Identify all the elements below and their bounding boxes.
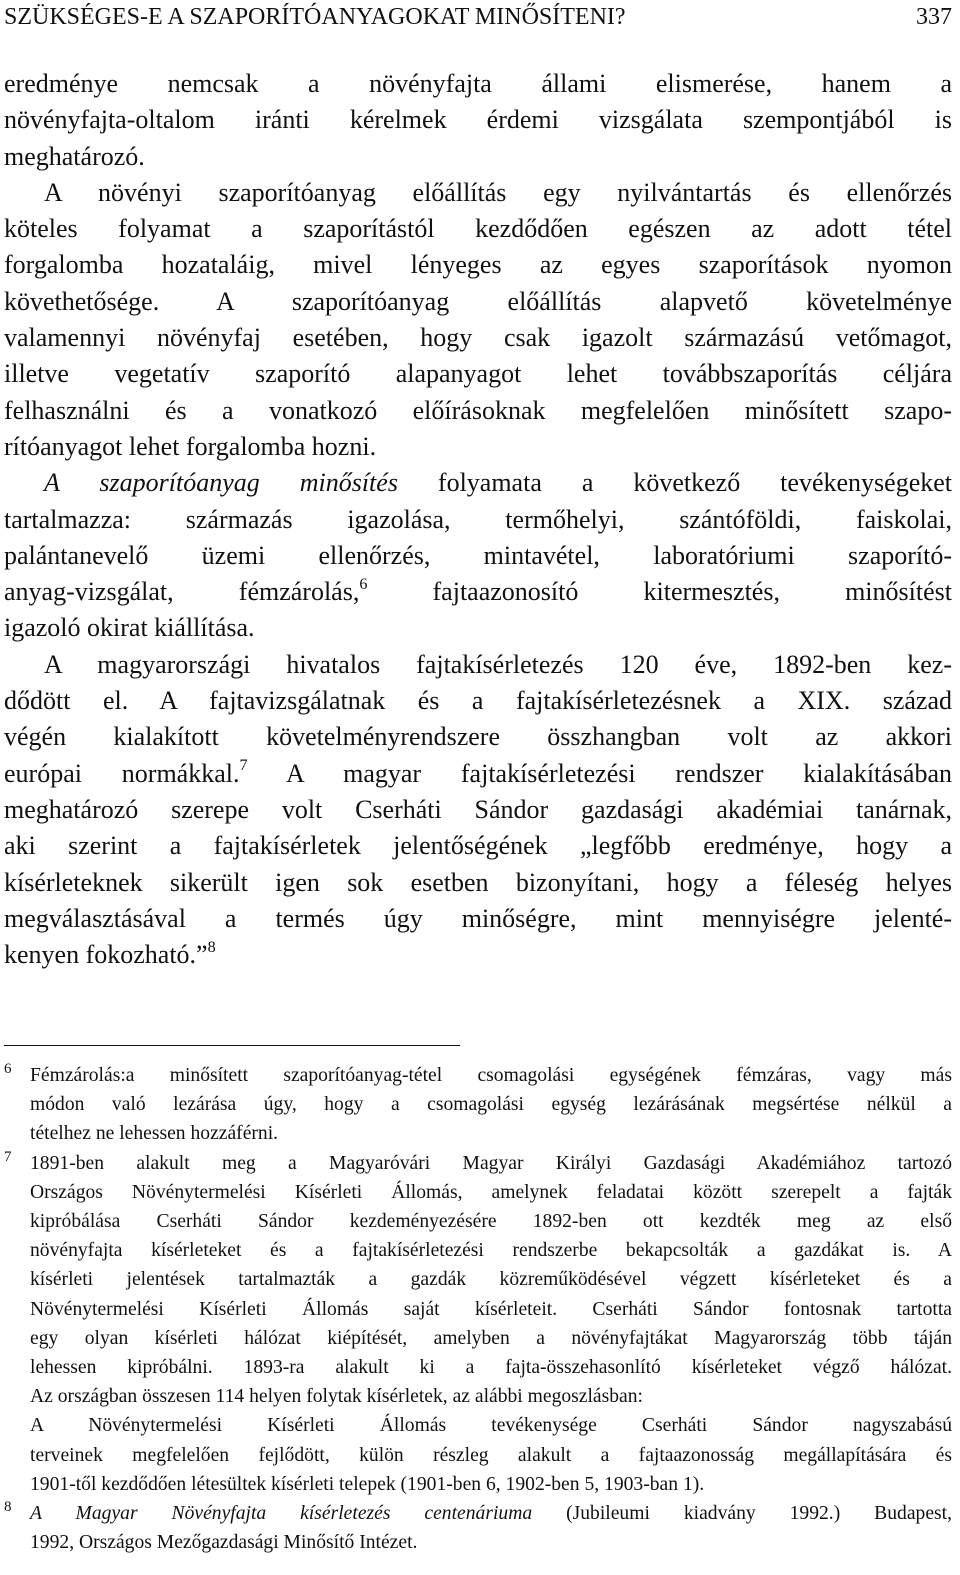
text-fragment: kenyen fokozható.” bbox=[4, 940, 208, 970]
text-line: tartalmazza: származás igazolása, termőhelyi, szántóföldi, faiskolai, bbox=[4, 504, 952, 534]
running-title: SZÜKSÉGES-E A SZAPORÍTÓANYAGOKAT MINŐSÍTENI? bbox=[4, 4, 626, 30]
footnote-mark: 7 bbox=[4, 1148, 12, 1165]
footnote-6 bbox=[4, 1061, 952, 1149]
text-line bbox=[4, 465, 952, 501]
footnote-line: Fémzárolás:a minősített szaporítóanyag-tétel csomagolási egységének fémzáras, vagy más bbox=[30, 1065, 952, 1086]
footnote-ref-6[interactable]: 6 bbox=[359, 575, 368, 593]
footnote-line: kísérleti jelentések tartalmazták a gazdák közreműködésével végzett kísérleteket és a bbox=[30, 1269, 952, 1291]
text-line: palántanevelő üzemi ellenőrzés, mintavétel, laboratóriumi szaporító- bbox=[4, 540, 952, 570]
footnote-line: Az országban összesen 114 helyen folytak kísérletek, az alábbi megoszlásban: bbox=[30, 1386, 643, 1408]
text-line: növényfajta-oltalom iránti kérelmek érdemi vizsgálata szempontjából is bbox=[4, 105, 952, 135]
footnote-line: 1901-től kezdődően létesültek kísérleti telepek (1901-ben 6, 1902-ben 5, 1903-ban 1). bbox=[30, 1473, 705, 1495]
footnote-ref-7[interactable]: 7 bbox=[239, 757, 248, 775]
footnote-ref-8[interactable]: 8 bbox=[207, 938, 216, 956]
footnote-line: Országos Növénytermelési Kísérleti Állomás, amelynek feladatai között szerepelt a fajták bbox=[30, 1181, 952, 1203]
text-line bbox=[0, 937, 952, 973]
text-line: igazoló okirat kiállítása. bbox=[4, 613, 255, 643]
text-fragment: folyamata a következő tevékenységeket bbox=[397, 468, 952, 498]
footnote-line: 1891-ben alakult meg a Magyaróvári Magyar Királyi Gazdasági Akadémiához tartozó bbox=[30, 1152, 952, 1174]
footnote-separator bbox=[4, 1045, 460, 1046]
text-line: valamennyi növényfaj esetében, hogy csak igazolt származású vetőmagot, bbox=[4, 323, 952, 353]
footnote-mark: 6 bbox=[4, 1061, 12, 1077]
text-line: köteles folyamat a szaporítástól kezdődően egészen az adott tétel bbox=[4, 214, 952, 244]
footnote-line: terveinek megfelelően fejlődött, külön részleg alakult a fajtaazonosság megállapítására és bbox=[30, 1444, 952, 1466]
text-line: végén kialakított követelményrendszere összhangban volt az akkori bbox=[4, 722, 952, 752]
text-line: forgalomba hozataláig, mivel lényeges az egyes szaporítások nyomon bbox=[4, 250, 952, 280]
footnote-8 bbox=[4, 1499, 952, 1557]
footnote-line bbox=[30, 1499, 952, 1528]
text-line: illetve vegetatív szaporító alapanyagot lehet továbbszaporítás céljára bbox=[4, 359, 952, 389]
text-line: megválasztásával a termés úgy minőségre, mint mennyiségre jelenté- bbox=[4, 903, 952, 933]
text-line: dődött el. A fajtavizsgálatnak és a fajtakísérletezésnek a XIX. század bbox=[4, 686, 952, 716]
text-line: követhetősége. A szaporítóanyag előállítás alapvető követelménye bbox=[4, 286, 952, 316]
footnote-text bbox=[30, 1149, 952, 1499]
footnote-text bbox=[30, 1499, 952, 1557]
text-fragment: (Jubileumi kiadvány 1992.) Budapest, bbox=[532, 1503, 952, 1525]
footnote-line: módon való lezárása úgy, hogy a csomagolási egység lezárásának megsértése nélkül a bbox=[30, 1094, 952, 1116]
text-fragment: fajtaazonosító kitermesztés, minősítést bbox=[367, 577, 952, 607]
text-line: aki szerint a fajtakísérletek jelentőségének „legfőbb eredménye, hogy a bbox=[4, 831, 952, 861]
text-line bbox=[0, 756, 952, 792]
text-fragment: európai normákkal. bbox=[4, 758, 240, 788]
running-header bbox=[4, 4, 952, 34]
text-fragment: A magyar fajtakísérletezési rendszer kialakításában bbox=[247, 758, 952, 788]
paragraph-3 bbox=[4, 465, 952, 646]
paragraph-1 bbox=[4, 66, 952, 175]
footnote-line: növényfajta kísérleteket és a fajtakísérletezési rendszerbe bekapcsolták a gazdákat is. A bbox=[30, 1240, 952, 1262]
main-text bbox=[4, 66, 952, 973]
footnote-line: 1992, Országos Mezőgazdasági Minősítő Intézet. bbox=[30, 1532, 418, 1554]
text-line: rítóanyagot lehet forgalomba hozni. bbox=[4, 431, 377, 461]
text-line bbox=[0, 574, 952, 610]
footnote-line: egy olyan kísérleti hálózat kiépítését, amelyben a növényfajtákat Magyarország több táján bbox=[30, 1327, 952, 1349]
defined-term: A szaporítóanyag minősítés bbox=[44, 468, 398, 498]
text-fragment: anyag-vizsgálat, fémzárolás, bbox=[4, 577, 360, 607]
page-number: 337 bbox=[916, 4, 952, 30]
footnote-line: A Növénytermelési Kísérleti Állomás tevékenysége Cserháti Sándor nagyszabású bbox=[30, 1415, 952, 1437]
cited-title: A Magyar Növényfajta kísérletezés centenáriuma bbox=[30, 1503, 533, 1525]
footnote-line: Növénytermelési Kísérleti Állomás saját kísérleteit. Cserháti Sándor fontosnak tartotta bbox=[30, 1298, 952, 1320]
footnote-line: lehessen kipróbálni. 1893-ra alakult ki a fajta-összehasonlító kísérleteket végző hálózat. bbox=[30, 1357, 952, 1379]
text-line: kísérleteknek sikerült igen sok esetben bizonyítani, hogy a féleség helyes bbox=[4, 867, 952, 897]
footnotes bbox=[4, 1061, 952, 1557]
text-line: meghatározó szerepe volt Cserháti Sándor gazdasági akadémiai tanárnak, bbox=[4, 794, 952, 824]
footnote-line: kipróbálása Cserháti Sándor kezdeményezésére 1892-ben ott kezdték meg az első bbox=[30, 1211, 952, 1233]
paragraph-2 bbox=[4, 175, 952, 465]
paragraph-4 bbox=[4, 647, 952, 974]
text-line: A növényi szaporítóanyag előállítás egy nyilvántartás és ellenőrzés bbox=[44, 177, 952, 207]
text-line: meghatározó. bbox=[4, 141, 145, 171]
text-line: felhasználni és a vonatkozó előírásoknak megfelelően minősített szapo- bbox=[4, 395, 952, 425]
footnote-7 bbox=[4, 1149, 952, 1499]
footnote-line: tételhez ne lehessen hozzáférni. bbox=[30, 1123, 279, 1145]
footnote-text bbox=[30, 1061, 952, 1149]
footnote-mark: 8 bbox=[4, 1499, 12, 1516]
text-line: eredménye nemcsak a növényfajta állami elismerése, hanem a bbox=[4, 69, 952, 98]
text-line: A magyarországi hivatalos fajtakísérletezés 120 éve, 1892-ben kez- bbox=[44, 649, 952, 679]
